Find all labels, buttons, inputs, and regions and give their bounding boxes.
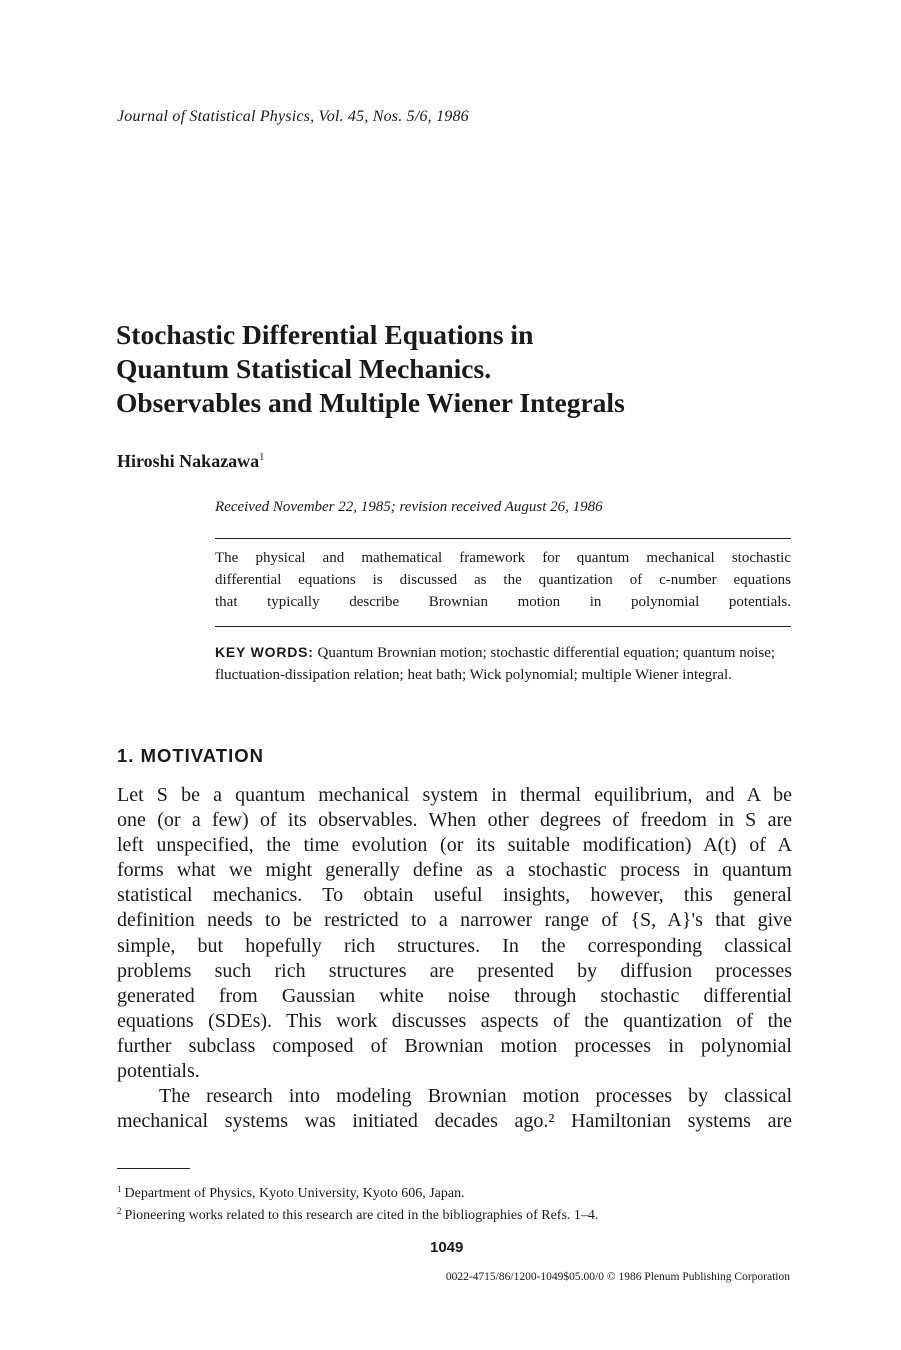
footnote-mark: 1 [117, 1184, 122, 1194]
body-line: forms what we might generally define as a stochastic process in quantum [117, 859, 792, 882]
footnote-mark: 2 [117, 1206, 122, 1216]
journal-citation: Journal of Statistical Physics, Vol. 45, Nos. 5/6, 1986 [117, 108, 469, 125]
received-dates: Received November 22, 1985; revision received August 26, 1986 [215, 499, 603, 515]
body-text [117, 783, 792, 1134]
abstract-line: differential equations is discussed as the quantization of c-number equations [215, 572, 791, 588]
author-name: Hiroshi Nakazawa [117, 451, 260, 471]
author-footnote-mark: 1 [259, 452, 265, 463]
title-line-2: Quantum Statistical Mechanics. [116, 353, 492, 384]
keywords-text: Quantum Brownian motion; stochastic differential equation; quantum noise; fluctuation-dissipation relation; heat bath; Wick polynomial; multiple Wiener integral. [215, 645, 776, 683]
body-line: further subclass composed of Brownian motion processes in polynomial [117, 1034, 792, 1057]
paper-title [116, 318, 625, 420]
abstract-top-rule [215, 538, 791, 539]
body-line: problems such rich structures are presented by diffusion processes [117, 959, 792, 982]
body-line: mechanical systems was initiated decades ago.² Hamiltonian systems are [117, 1110, 792, 1133]
page-number: 1049 [430, 1239, 464, 1256]
author [117, 451, 264, 472]
body-line: equations (SDEs). This work discusses aspects of the quantization of the [117, 1009, 792, 1032]
body-line: The research into modeling Brownian motion processes by classical [159, 1085, 792, 1108]
abstract [215, 547, 791, 613]
footnote-text: Department of Physics, Kyoto University, Kyoto 606, Japan. [124, 1186, 465, 1201]
body-line: definition needs to be restricted to a narrower range of {S, A}'s that give [117, 909, 792, 932]
title-line-3: Observables and Multiple Wiener Integrals [116, 387, 625, 418]
paragraph-1 [117, 783, 792, 1084]
body-line: one (or a few) of its observables. When other degrees of freedom in S are [117, 809, 792, 832]
footnote-2 [117, 1206, 598, 1224]
footnote-1 [117, 1184, 465, 1202]
footnote-rule [117, 1168, 190, 1169]
abstract-line: The physical and mathematical framework for quantum mechanical stochastic [215, 550, 791, 566]
body-line: potentials. [117, 1060, 200, 1083]
body-line: left unspecified, the time evolution (or its suitable modification) A(t) of A [117, 834, 792, 857]
body-line: simple, but hopefully rich structures. In the corresponding classical [117, 934, 792, 957]
keywords [215, 641, 791, 686]
body-line: generated from Gaussian white noise through stochastic differential [117, 984, 792, 1007]
paragraph-2 [117, 1084, 792, 1134]
footnote-text: Pioneering works related to this research are cited in the bibliographies of Refs. 1–4. [124, 1208, 599, 1223]
abstract-bottom-rule [215, 626, 791, 627]
abstract-line: that typically describe Brownian motion in polynomial potentials. [215, 594, 791, 610]
title-line-1: Stochastic Differential Equations in [116, 319, 534, 350]
section-heading: 1. MOTIVATION [117, 745, 264, 766]
body-line: statistical mechanics. To obtain useful insights, however, this general [117, 884, 792, 907]
keywords-label: KEY WORDS: [215, 644, 314, 660]
copyright-line: 0022-4715/86/1200-1049$05.00/0 © 1986 Plenum Publishing Corporation [445, 1271, 790, 1283]
body-line: Let S be a quantum mechanical system in thermal equilibrium, and A be [117, 784, 792, 806]
